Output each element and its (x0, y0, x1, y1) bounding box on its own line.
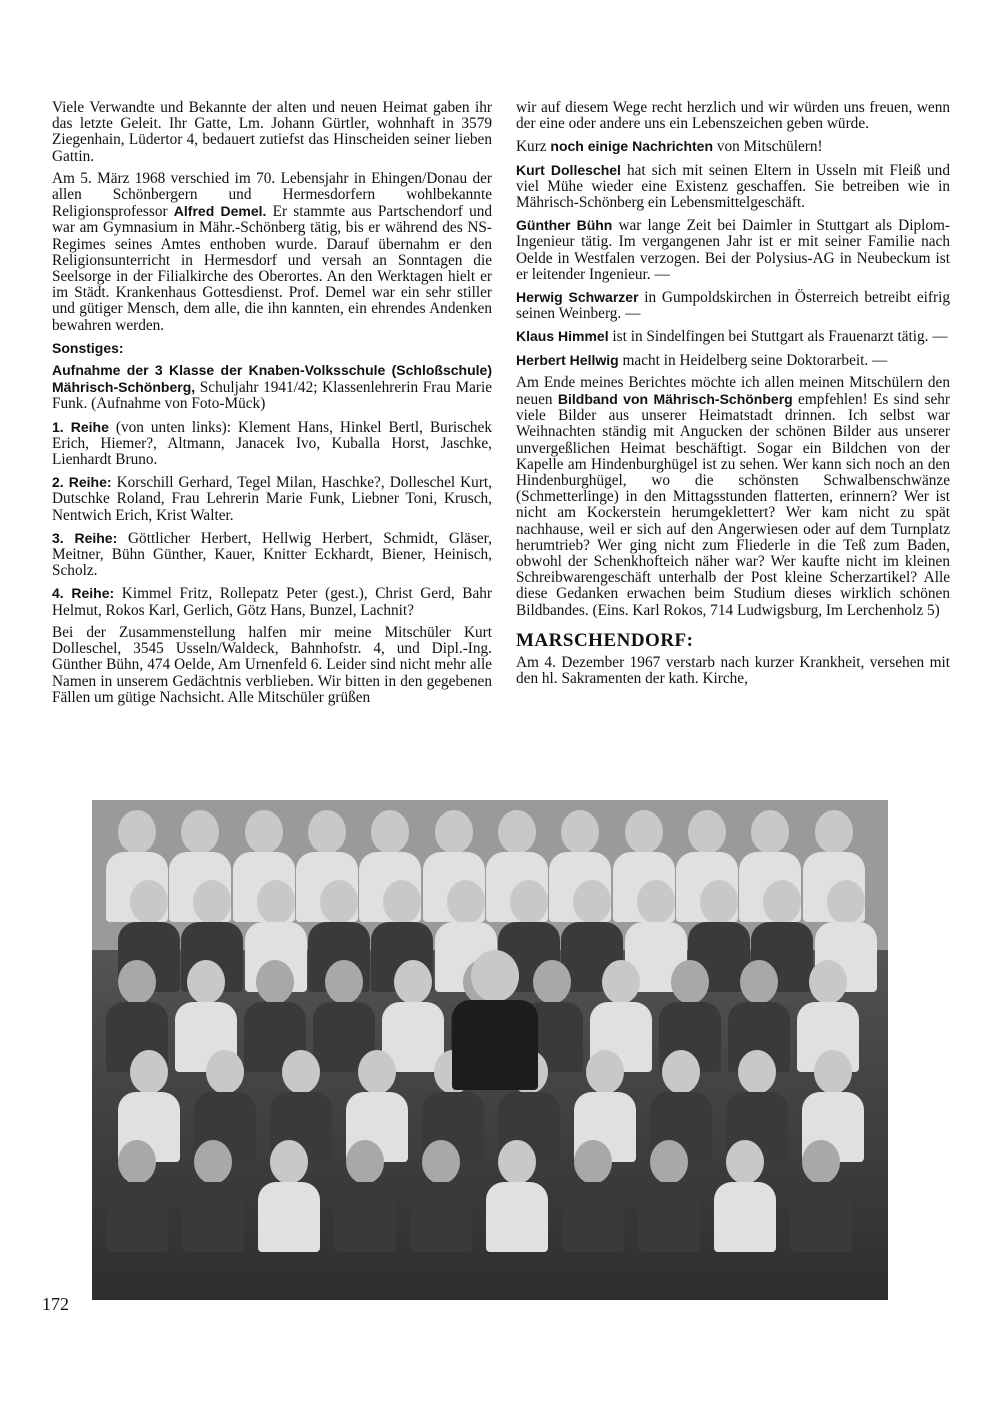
name-kurt: Kurt Dolleschel (516, 161, 621, 178)
row-1-text: (von unten links): Klement Hans, Hinkel Bertl, Burischek Erich, Hiemer?, Altmann, Janacek Ivo, Kuballa Horst, Jaschke, Lienhardt Bruno. (52, 418, 492, 469)
bildband-title: Bildband von Mährisch-Schönberg (557, 391, 793, 408)
bildband-text-a: Am Ende meines Berichtes möchte ich allen meinen Mitschülern den neuen (516, 373, 950, 409)
photo-teacher (452, 950, 538, 1090)
row-4-label: 4. Reihe: (52, 585, 115, 602)
name-klaus: Klaus Himmel (516, 328, 609, 345)
photo-person (258, 1140, 320, 1252)
row-2 (52, 474, 492, 524)
name-herbert: Herbert Hellwig (516, 351, 619, 368)
row-3 (52, 530, 492, 580)
text-herwig: in Gumpoldskirchen in Österreich betreibt eifrig seinen Weinberg. — (516, 289, 950, 323)
news-kurt (516, 162, 950, 212)
row-2-text: Korschill Gerhard, Tegel Milan, Haschke?, Dolleschel Kurt, Dutschke Roland, Frau Lehrerin Marie Funk, Liebner Toni, Krusch, Nentwich Erich, Krist Walter. (52, 474, 492, 524)
bildband-paragraph (516, 375, 950, 619)
sonstiges-heading: Sonstiges: (52, 339, 124, 356)
bildband-text-b: empfehlen! Es sind sehr viele Bilder aus unserer Heimatstadt drinnen. Ich selbst war Weihnachten ständig mit Angucken der schönen Bilder aus unserer unvergeßlichen Heimat beschäftigt. Sogar ein Bildchen von der Kapelle am Hindenburghügel ist zu sehen. Wer kann sich noch an den Hindenburghügel, wo die schönsten Schwalbenschwänze (Schmetterlinge) in den Mittagsstunden flatterten, erinnern? Wer ist nicht am Kockerstein herumgeklettert? Wer kam nicht zu spät nachhause, weil er sich auf den Angerwiesen oder auf dem Turnplatz herumtrieb? Wer ging nicht zum Fliederle in die Teß zum Baden, obwohl der Schenkhofteich näher war? Wer kaufte nicht im kleinen Schreibwarengeschäft unterhalb der Post kleine Scherzartikel? Alle diese Gedanken erwachen beim Studium dieses wirklich schönen Bildbandes. (Eins. Karl Rokos, 714 Ludwigsburg, Im Lerchenholz 5) (516, 391, 950, 619)
demel-text-b: Er stammte aus Partschendorf und war am Gymnasium in Mähr.-Schönberg tätig, bis er während des NS-Regimes seines Amtes enthoben wurde. Darauf übernahm er den Religionsunterricht in Hermesdorf und versah an Sonntagen die Seelsorge in der Filialkirche des Oberortes. An den Werktagen hielt er im Städt. Krankenhaus Gottesdienst. Prof. Demel war ein sehr stiller und gütiger Mensch, dem alle, die ihn kannten, ein ehrendes Andenken bewahren werden. (52, 203, 493, 334)
row-3-label: 3. Reihe: (52, 529, 118, 546)
caption-bold: Aufnahme der 3 Klasse der Knaben-Volksschule (Schloßschule) Mährisch-Schönberg, (52, 362, 492, 396)
name-herwig: Herwig Schwarzer (516, 289, 639, 306)
section-heading-marschendorf: MARSCHENDORF: (516, 629, 694, 651)
row-4 (52, 585, 492, 618)
photo-person (790, 1140, 852, 1252)
photo-person (334, 1140, 396, 1252)
left-column (52, 100, 492, 712)
photo-person (410, 1140, 472, 1252)
class-photo (92, 800, 888, 1300)
helpers-paragraph: Bei der Zusammenstellung halfen mir meine Mitschüler Kurt Dolleschel, 3545 Usseln/Waldeck, Bahnhofstr. 4, und Dipl.-Ing. Günther Bühn, 474 Oelde, Am Urnenfeld 6. Leider sind nicht mehr alle Namen in unserem Gedächtnis verblieben. Wir bitten in den gegebenen Fällen um gütige Nachsicht. Alle Mitschüler grüßen (52, 623, 492, 706)
news-intro-b: von Mitschülern! (716, 138, 823, 156)
row-4-text: Kimmel Fritz, Rollepatz Peter (gest.), Christ Gerd, Bahr Helmut, Rokos Karl, Gerlich, Götz Hans, Bunzel, Lachnit? (52, 585, 493, 619)
obituary-paragraph: Viele Verwandte und Bekannte der alten und neuen Heimat gaben ihr das letzte Geleit. Ihr Gatte, Lm. Johann Gürtler, wohnhaft in 3579 Ziegenhain, Lüdertor 4, bedauert zutiefst das Hinscheiden seiner lieben Gattin. (52, 99, 492, 165)
news-guenther (516, 217, 950, 283)
name-guenther: Günther Bühn (516, 217, 613, 234)
caption-rest: Schuljahr 1941/42; Klassenlehrerin Frau Marie Funk. (Aufnahme von Foto-Mück) (52, 379, 492, 413)
row-1 (52, 419, 492, 469)
demel-paragraph (52, 171, 492, 334)
text-herbert: macht in Heidelberg seine Doktorarbeit. — (622, 351, 888, 369)
right-column (516, 100, 950, 694)
news-intro-bold: noch einige Nachrichten (550, 138, 714, 155)
news-klaus (516, 328, 950, 345)
page-number: 172 (42, 1294, 69, 1314)
greeting-paragraph: wir auf diesem Wege recht herzlich und wir würden uns freuen, wenn der eine oder andere uns ein Lebenszeichen geben würde. (516, 99, 950, 133)
news-intro-a: Kurz (516, 138, 547, 156)
photo-person (714, 1140, 776, 1252)
text-guenther: war lange Zeit bei Daimler in Stuttgart als Diplom-Ingenieur tätig. Im vergangenen Jahr ist er mit seiner Familie nach Oelde in Westfalen verzogen. Bei der Polysius-AG in Neubeckum ist er leitender Ingenieur. — (516, 217, 950, 283)
demel-name: Alfred Demel. (173, 203, 267, 220)
row-2-label: 2. Reihe: (52, 474, 112, 491)
photo-person (486, 1140, 548, 1252)
marschendorf-paragraph: Am 4. Dezember 1967 verstarb nach kurzer Krankheit, versehen mit den hl. Sakramenten der kath. Kirche, (516, 654, 950, 688)
photo-person (106, 1140, 168, 1252)
photo-person (638, 1140, 700, 1252)
news-intro (516, 138, 950, 155)
photo-person (562, 1140, 624, 1252)
news-herbert (516, 352, 950, 369)
row-3-text: Göttlicher Herbert, Hellwig Herbert, Schmidt, Gläser, Meitner, Bühn Günther, Kauer, Knitter Eckhardt, Biener, Heinisch, Scholz. (52, 529, 492, 580)
class-photo-caption (52, 362, 492, 413)
demel-text-a: Am 5. März 1968 verschied im 70. Lebensjahr in Ehingen/Donau der allen Schönbergern und Hermesdorfern wohlbekannte Religionsprofessor (52, 169, 492, 221)
photo-person (182, 1140, 244, 1252)
text-klaus: ist in Sindelfingen bei Stuttgart als Frauenarzt tätig. — (612, 328, 948, 346)
row-1-label: 1. Reihe (52, 418, 109, 435)
text-kurt: hat sich mit seinen Eltern in Usseln mit Fleiß und viel Mühe wieder eine Existenz geschaffen. Sie betreiben wie in Mährisch-Schönberg ein Lebensmittelgeschäft. (516, 161, 950, 212)
news-herwig (516, 289, 950, 322)
